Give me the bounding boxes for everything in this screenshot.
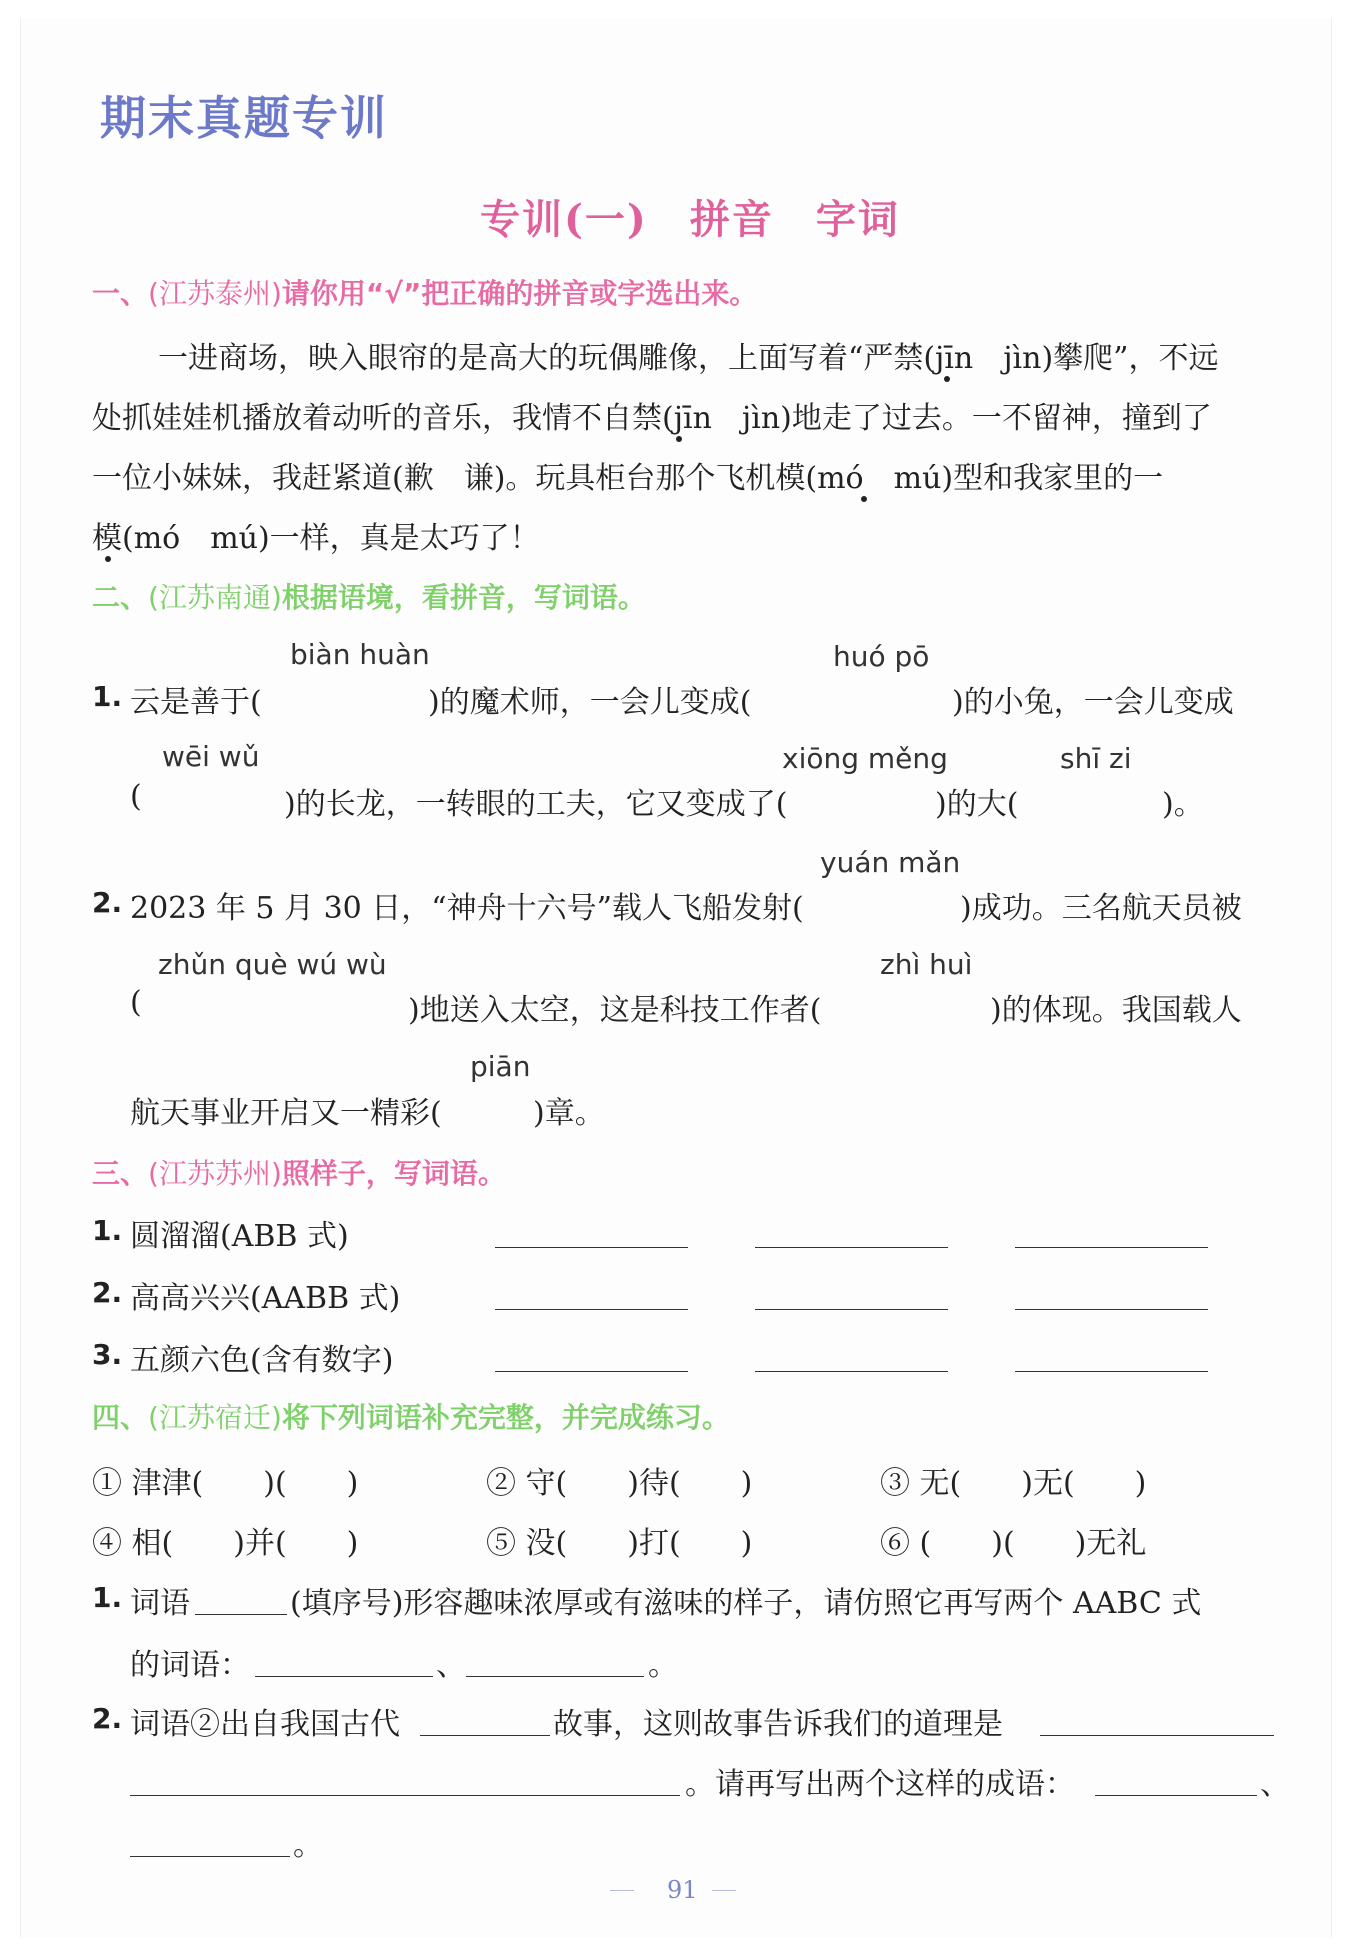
s1-line-1: 一进商场，映入眼帘的是高大的玩偶雕像，上面写着“严禁(jīn jìn)攀爬”，不远 <box>158 341 1219 376</box>
s4-q1-text-c: 的词语： <box>130 1648 250 1683</box>
q1-text-c: )的小兔，一会儿变成 <box>952 685 1234 720</box>
pinyin-shizi: shī zi <box>1060 742 1132 775</box>
section-3-title <box>92 1152 506 1192</box>
pinyin-bianhuan: biàn huàn <box>290 638 430 671</box>
answer-line[interactable] <box>495 1371 688 1372</box>
s3-item-1-text: 圆溜溜(ABB 式) <box>130 1219 349 1254</box>
q1-text-f: )的大( <box>935 787 1019 822</box>
s4-q2-text-c: 。请再写出两个这样的成语： <box>685 1767 1075 1802</box>
s1-line-4: 模(mó mú)一样，真是太巧了！ <box>92 521 540 556</box>
pinyin-weiwu: wēi wǔ <box>162 740 260 773</box>
answer-line[interactable] <box>1015 1309 1208 1310</box>
idiom-1: ① 津津( )( ) <box>92 1466 359 1501</box>
section-1-instruction: 请你用“√”把正确的拼音或字选出来。 <box>281 277 758 310</box>
q1-text-b: )的魔术师，一会儿变成( <box>428 685 752 720</box>
section-1-source: (江苏泰州) <box>148 277 282 310</box>
s4-q1-text-a: 词语 <box>130 1586 190 1621</box>
idiom-6: ⑥ ( )( )无礼 <box>880 1526 1147 1561</box>
s4-q2-text-d: 、 <box>1260 1767 1290 1802</box>
idiom-4: ④ 相( )并( ) <box>92 1526 359 1561</box>
section-3-source: (江苏苏州) <box>148 1157 282 1190</box>
pinyin-zhihui: zhì huì <box>880 948 973 981</box>
section-4-number: 四、 <box>92 1401 149 1434</box>
s3-item-3-number: 3. <box>92 1338 123 1371</box>
s3-item-3-text: 五颜六色(含有数字) <box>130 1343 394 1378</box>
section-2-source: (江苏南通) <box>148 581 282 614</box>
s1-line-2: 处抓娃娃机播放着动听的音乐，我情不自禁(jīn jìn)地走了过去。一不留神，撞到了 <box>92 401 1212 436</box>
answer-line[interactable] <box>466 1676 644 1677</box>
section-1-number: 一、 <box>92 277 149 310</box>
page-number-dash <box>610 1890 634 1891</box>
section-1-title <box>92 272 757 312</box>
emphasis-dot <box>105 556 111 562</box>
section-4-title <box>92 1396 730 1436</box>
answer-line[interactable] <box>420 1735 550 1736</box>
s4-q1-text-d: 、 <box>436 1648 466 1683</box>
section-2-title <box>92 576 646 616</box>
answer-line[interactable] <box>755 1309 948 1310</box>
pinyin-zhunquewuwu: zhǔn què wú wù <box>158 948 387 981</box>
answer-line[interactable] <box>755 1371 948 1372</box>
page-header: 期末真题专训 <box>100 91 388 145</box>
page-subtitle: 专训(一) 拼音 字词 <box>480 196 900 243</box>
section-2-number: 二、 <box>92 581 149 614</box>
idiom-2: ② 守( )待( ) <box>486 1466 753 1501</box>
s4-q2-text-b: 故事，这则故事告诉我们的道理是 <box>553 1707 1003 1742</box>
q1-text-a: 云是善于( <box>130 685 262 720</box>
s4-q2-text-a: 词语②出自我国古代 <box>130 1707 400 1742</box>
idiom-3: ③ 无( )无( ) <box>880 1466 1147 1501</box>
idiom-5: ⑤ 没( )打( ) <box>486 1526 753 1561</box>
q1-text-g: )。 <box>1162 787 1204 822</box>
s4-q2-number: 2. <box>92 1702 123 1735</box>
q2-text-g: )章。 <box>533 1096 605 1131</box>
pinyin-yuanman: yuán mǎn <box>820 846 961 879</box>
q2-text-b: )成功。三名航天员被 <box>960 891 1242 926</box>
q1-text-e: )的长龙，一转眼的工夫，它又变成了( <box>284 787 788 822</box>
answer-line[interactable] <box>755 1247 948 1248</box>
emphasis-dot <box>944 376 950 382</box>
q2-text-e: )的体现。我国载人 <box>990 993 1242 1028</box>
answer-line[interactable] <box>1015 1371 1208 1372</box>
section-4-source: (江苏宿迁) <box>148 1401 282 1434</box>
answer-line[interactable] <box>1095 1795 1257 1796</box>
answer-line[interactable] <box>130 1856 290 1857</box>
answer-line[interactable] <box>255 1676 433 1677</box>
q2-number: 2. <box>92 886 123 919</box>
answer-line[interactable] <box>495 1247 688 1248</box>
q2-text-c: ( <box>130 985 142 1020</box>
answer-line[interactable] <box>130 1795 680 1796</box>
s4-q1-number: 1. <box>92 1581 123 1614</box>
section-4-instruction: 将下列词语补充完整，并完成练习。 <box>281 1401 730 1434</box>
pinyin-xiongmeng: xiōng měng <box>782 742 948 775</box>
pinyin-pian: piān <box>470 1050 531 1083</box>
emphasis-dot <box>861 496 867 502</box>
section-3-number: 三、 <box>92 1157 149 1190</box>
s3-item-1-number: 1. <box>92 1214 123 1247</box>
section-2-instruction: 根据语境，看拼音，写词语。 <box>281 581 646 614</box>
section-3-instruction: 照样子，写词语。 <box>281 1157 506 1190</box>
answer-line[interactable] <box>1015 1247 1208 1248</box>
s4-q1-text-e: 。 <box>648 1648 678 1683</box>
q1-number: 1. <box>92 680 123 713</box>
emphasis-dot <box>676 436 682 442</box>
q2-text-f: 航天事业开启又一精彩( <box>130 1096 442 1131</box>
q2-text-a: 2023 年 5 月 30 日，“神舟十六号”载人飞船发射( <box>130 891 804 926</box>
q2-text-d: )地送入太空，这是科技工作者( <box>408 993 822 1028</box>
answer-line[interactable] <box>495 1309 688 1310</box>
s1-line-3: 一位小妹妹，我赶紧道(歉 谦)。玩具柜台那个飞机模(mó mú)型和我家里的一 <box>92 461 1164 496</box>
s4-q2-text-e: 。 <box>293 1828 323 1863</box>
s3-item-2-number: 2. <box>92 1276 123 1309</box>
page-number-dash <box>712 1890 736 1891</box>
s4-q1-text-b: (填序号)形容趣味浓厚或有滋味的样子，请仿照它再写两个 AABC 式 <box>290 1586 1202 1621</box>
page-number: 91 <box>667 1876 698 1904</box>
s3-item-2-text: 高高兴兴(AABB 式) <box>130 1281 401 1316</box>
answer-line[interactable] <box>195 1614 287 1615</box>
pinyin-huopo: huó pō <box>833 640 930 673</box>
answer-line[interactable] <box>1040 1735 1274 1736</box>
q1-text-d: ( <box>130 779 142 814</box>
